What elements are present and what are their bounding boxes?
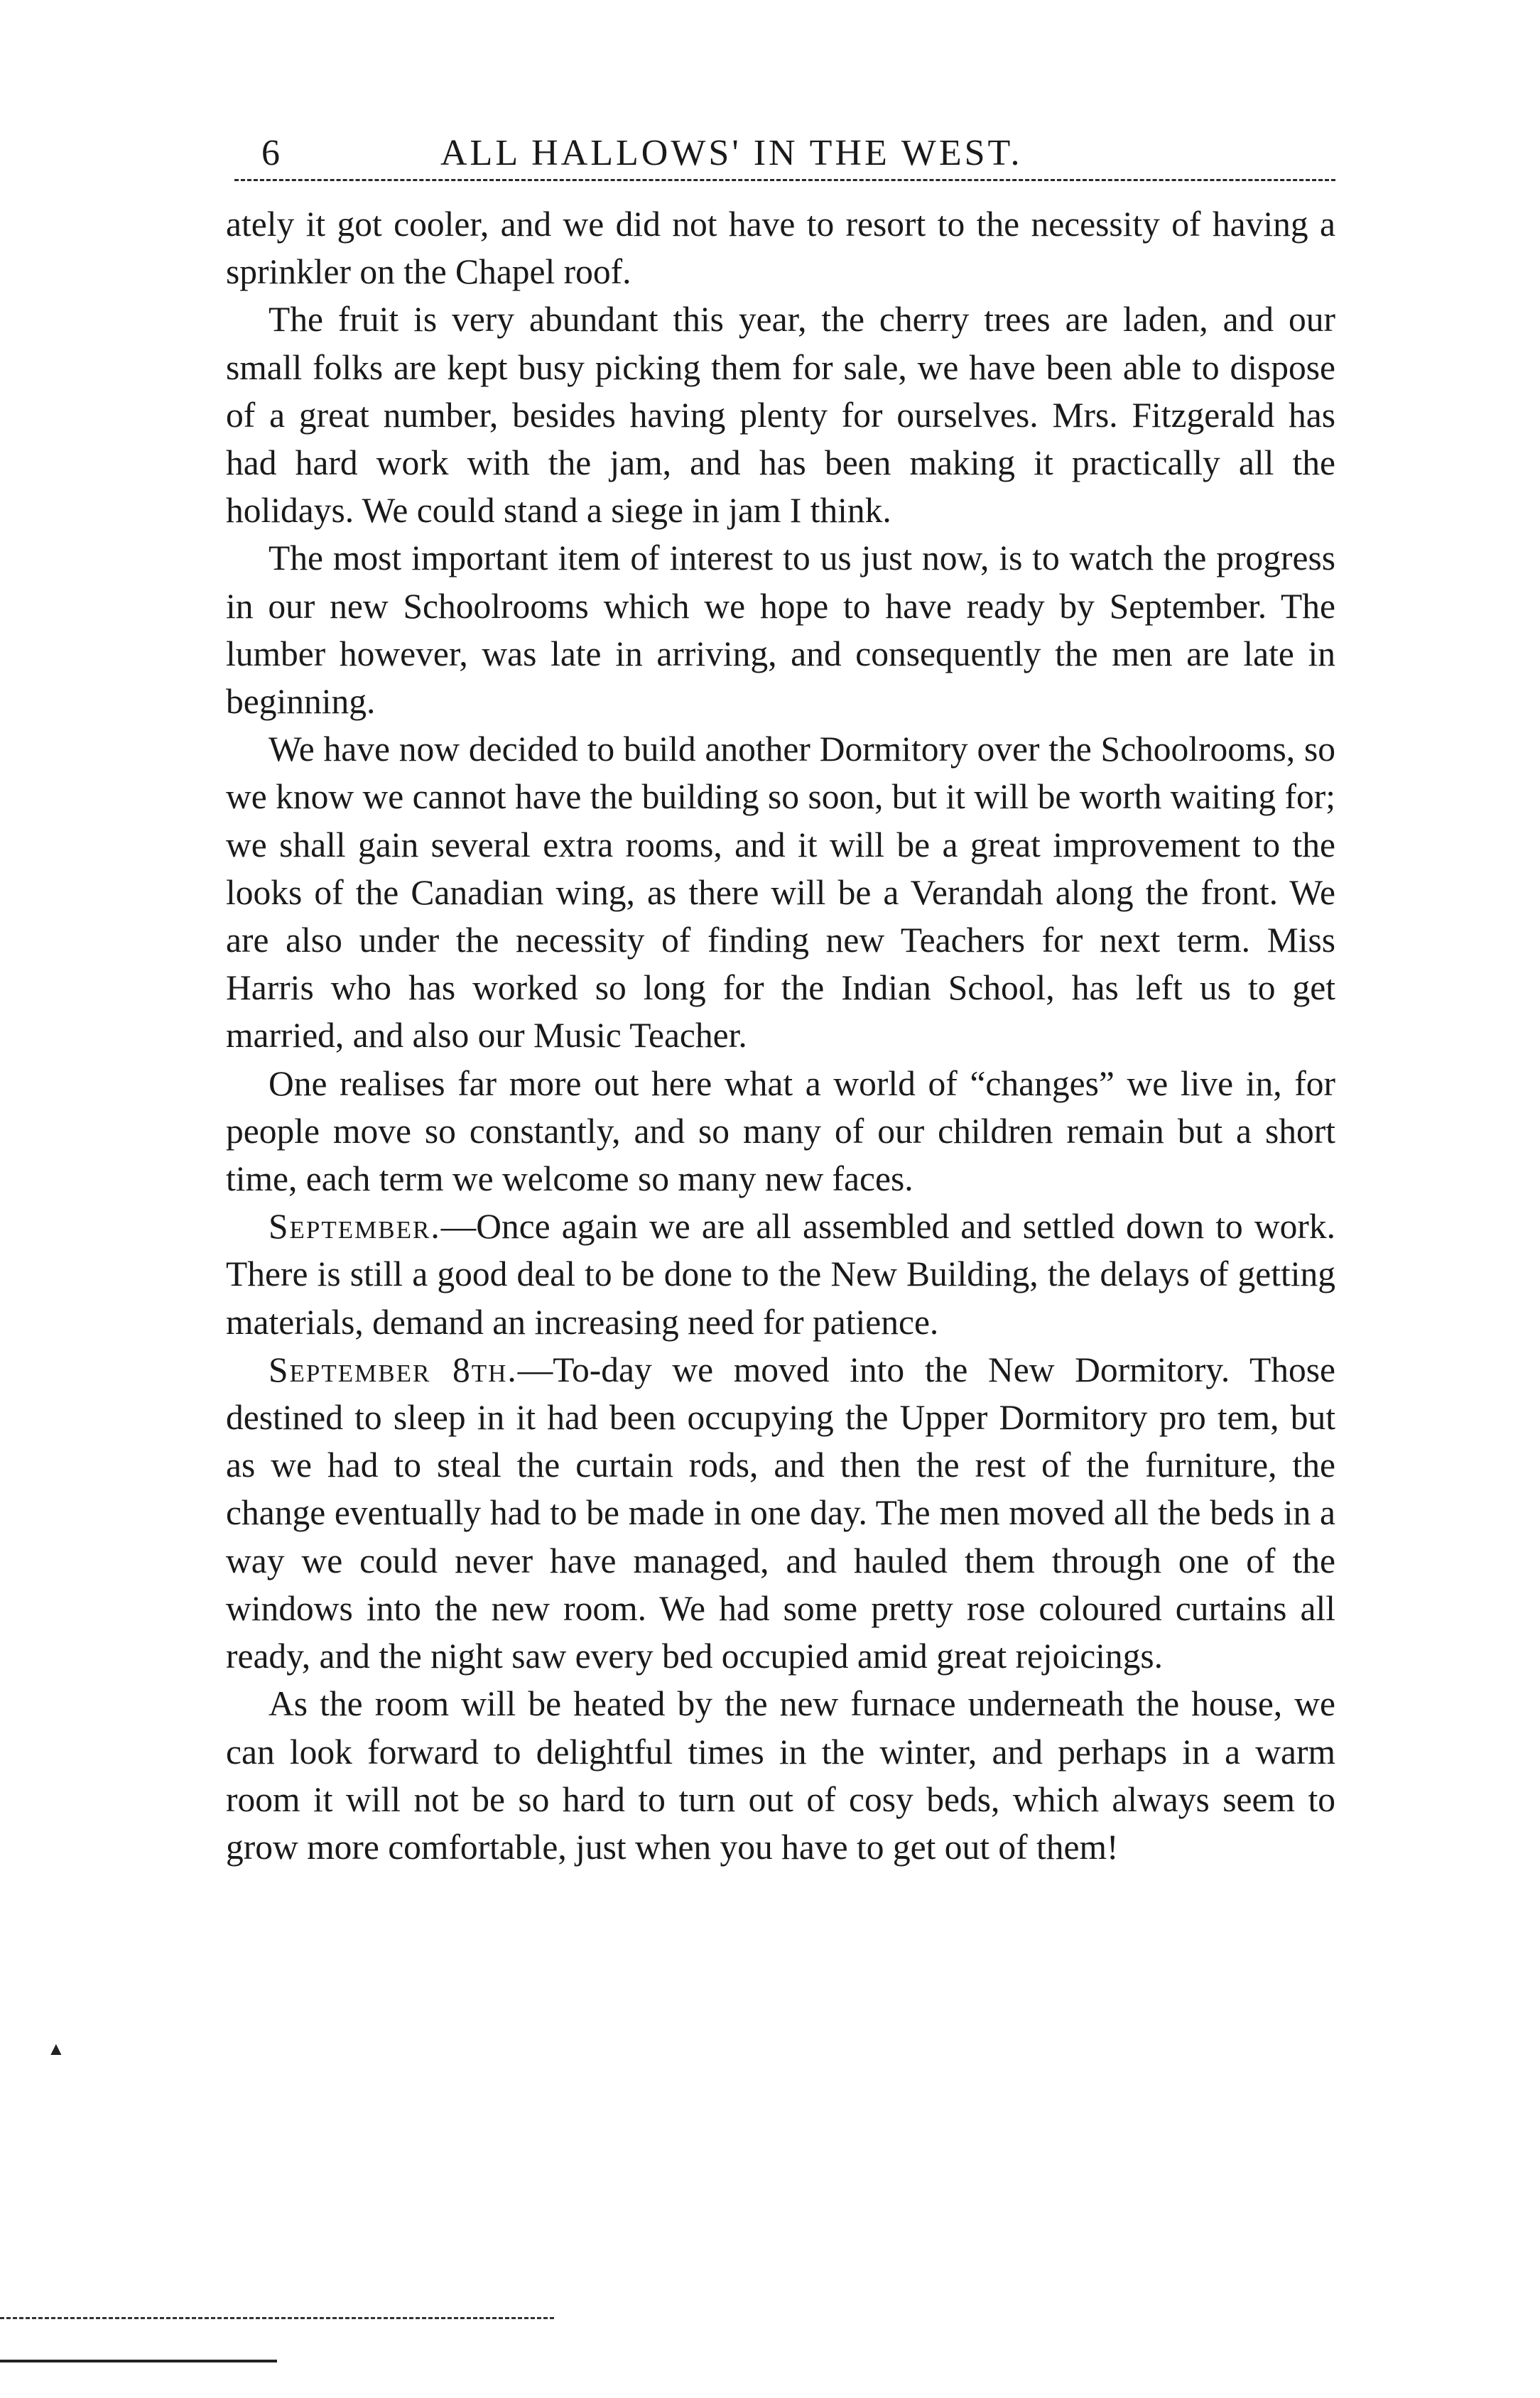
paragraph-text: ately it got cooler, and we did not have to resort to the necessity of having a sprinkler on the Chapel roof. bbox=[226, 205, 1335, 292]
paragraph-text: —To-day we moved into the New Dormitory. Those destined to sleep in it had been occupying the Upper Dormitory pro tem, but as we had to steal the curtain rods, and then the rest of the furniture, the change eventually had to be made in one day. The men moved all the beds in a way we could never have managed, and hauled them through one of the windows into the new room. We had some pretty rose coloured curtains all ready, and the night saw every bed occupied amid great rejoicings. bbox=[226, 1350, 1335, 1676]
page-number: 6 bbox=[261, 133, 281, 173]
paragraph bbox=[226, 1680, 1335, 1871]
margin-mark-icon: ▲ bbox=[47, 2039, 65, 2059]
paragraph bbox=[226, 200, 1335, 295]
paragraph-text: One realises far more out here what a world of “changes” we live in, for people move so constantly, and so many of our children remain but a short time, each term we welcome so many new faces. bbox=[226, 1063, 1335, 1199]
date-heading: September 8th. bbox=[269, 1350, 518, 1389]
footer-rule bbox=[0, 2317, 554, 2319]
body-text bbox=[226, 200, 1335, 1871]
paragraph bbox=[226, 725, 1335, 1059]
paragraph-text: —Once again we are all assembled and settled down to work. There is still a good deal to be done to the New Building, the delays of getting materials, demand an increasing need for patience. bbox=[226, 1207, 1335, 1342]
paragraph bbox=[226, 534, 1335, 725]
paragraph-text: The fruit is very abundant this year, the cherry trees are laden, and our small folks are kept busy picking them for sale, we have been able to dispose of a great number, besides having plenty for ourselves. Mrs. Fitzgerald has had hard work with the jam, and has been making it practically all the holidays. We could stand a siege in jam I think. bbox=[226, 300, 1335, 531]
paragraph bbox=[226, 1203, 1335, 1346]
paragraph-text: The most important item of interest to us just now, is to watch the progress in our new Schoolrooms which we hope to have ready by September. The lumber however, was late in arriving, and consequently the men are late in beginning. bbox=[226, 538, 1335, 722]
paragraph bbox=[226, 1060, 1335, 1203]
paragraph-text: As the room will be heated by the new furnace underneath the house, we can look forward to delightful times in the winter, and perhaps in a warm room it will not be so hard to turn out of cosy beds, which always seem to grow more comfortable, just when you have to get out of them! bbox=[226, 1684, 1335, 1867]
paragraph bbox=[226, 1346, 1335, 1680]
date-heading: September. bbox=[269, 1207, 441, 1247]
running-title: ALL HALLOWS' IN THE WEST. bbox=[440, 133, 1023, 173]
paragraph bbox=[226, 295, 1335, 534]
footer-rule bbox=[0, 2360, 277, 2362]
paragraph-text: We have now decided to build another Dormitory over the Schoolrooms, so we know we cannot have the building so soon, but it will be worth waiting for; we shall gain several extra rooms, and it will be a great improvement to the looks of the Canadian wing, as there will be a Verandah along the front. We are also under the necessity of finding new Teachers for next term. Miss Harris who has worked so long for the Indian School, has left us to get married, and also our Music Teacher. bbox=[226, 729, 1335, 1056]
running-head bbox=[234, 132, 1335, 182]
header-rule bbox=[234, 179, 1335, 181]
